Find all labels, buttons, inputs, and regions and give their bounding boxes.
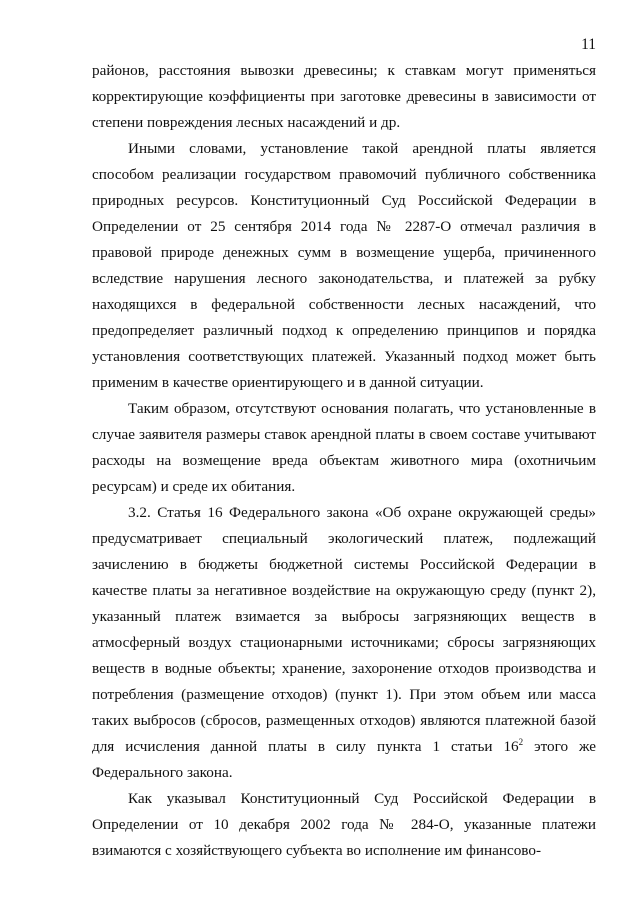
paragraph-rent-payment: Иными словами, установление такой арендной платы является способом реализации государством правомочий публичного собственника природных ресурсов. Конституционный Суд Российской Федерации в Определении от 25 сентября 2014 года № 2287-О отмечал различия в правовой природе денежных сумм в возмещение ущерба, причиненного вследствие нарушения лесного законодательства, и платежей за рубку находящихся в федеральной собственности лесных насаждений, что предопределяет различный подход к определению принципов и порядка установления соответствующих платежей. Указанный подход может быть применим в качестве ориентирующего и в данной ситуации. [92,140,596,391]
paragraph-court-ruling: Как указывал Конституционный Суд Российской Федерации в Определении от 10 декабря 2002 года № 284-О, указанные платежи взимаются с хозяйствующего субъекта во исполнение им финансово- [92,790,596,859]
paragraph-article-16-tail: этого же Федерального закона. [92,738,597,781]
paragraph-article-16 [92,500,596,786]
paragraph-conclusion: Таким образом, отсутствуют основания полагать, что установленные в случае заявителя размеры ставок арендной платы в своем составе учитывают расходы на возмещение вреда объектам животного мира (охотничьим ресурсам) и среде их обитания. [92,400,596,495]
paragraph-article-16-text: 3.2. Статья 16 Федерального закона «Об охране окружающей среды» предусматривает специальный экологический платеж, подлежащий зачислению в бюджеты бюджетной системы Российской Федерации в качестве платы за негативное воздействие на окружающую среду (пункт 2), указанный платеж взимается за выбросы загрязняющих веществ в атмосферный воздух стационарными источниками; сбросы загрязняющих веществ в водные объекты; хранение, захоронение отходов производства и потребления (размещение отходов) (пункт 1). При этом объем или масса таких выбросов (сбросов, размещенных отходов) являются платежной базой для исчисления данной платы в силу пункта 1 статьи 16 [92,504,596,755]
document-body [92,58,596,864]
article-superscript: 2 [518,737,524,747]
paragraph-continuation: районов, расстояния вывозки древесины; к ставкам могут применяться корректирующие коэффициенты при заготовке древесины в зависимости от степени повреждения лесных насаждений и др. [92,62,596,131]
page-number: 11 [581,36,596,53]
